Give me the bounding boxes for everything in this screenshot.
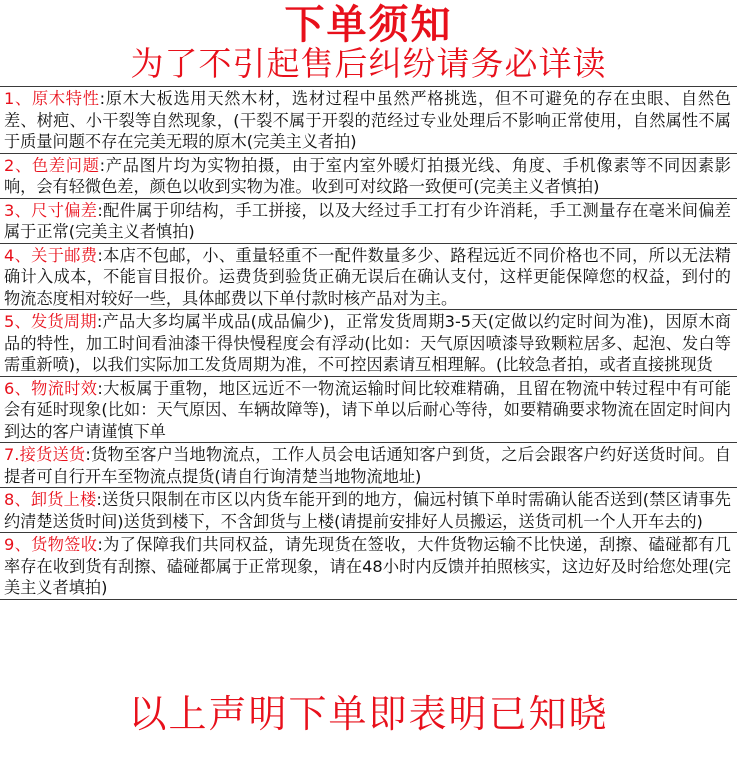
rule-label: 5、发货周期 xyxy=(4,312,97,331)
rule-item xyxy=(0,377,737,444)
rule-text: 送货只限制在市区以内货车能开到的地方，偏远村镇下单时需确认能否送到(禁区请事先约清楚送货时间)送货到楼下，不含卸货与上楼(请提前安排好人员搬运，送货司机一个人开车去的) xyxy=(4,490,731,531)
rule-label: 9、货物签收 xyxy=(4,535,98,554)
rule-label: 3、尺寸偏差 xyxy=(4,200,98,220)
rules-list xyxy=(0,86,737,600)
rule-item xyxy=(0,199,737,244)
rule-item xyxy=(0,533,737,600)
rule-text: 原木大板选用天然木材，选材过程中虽然严格挑选，但不可避免的存在虫眼、自然色差、树疤、小干裂等自然现象，(干裂不属于开裂的范经过专业处理后不影响正常使用，自然属性不属于质量问题不存在完美无瑕的原木(完美主义者拍) xyxy=(4,89,731,151)
page-subtitle: 为了不引起售后纠纷请务必详读 xyxy=(130,44,607,83)
rule-label: 1、原木特性 xyxy=(4,89,100,108)
rule-separator: : xyxy=(96,312,103,331)
rule-text: 本店不包邮，小、重量轻重不一配件数量多少、路程远近不同价格也不同，所以无法精确计入成本，不能盲目报价。运费货到验货正确无误后在确认支付，这样更能保障您的权益，到付的物流态度相对较好一些，具体邮费以下单付款时核产品对为主。 xyxy=(4,245,731,308)
rule-text: 产品大多均属半成品(成品偏少)，正常发货周期3-5天(定做以约定时间为准)，因原木商品的特性，加工时间看油漆干得快慢程度会有浮动(比如：天气原因喷漆导致颗粒居多、起泡、发白等需重新喷)，以我们实际加工发货周期为准，不可控因素请互相理解。(比较急者拍，或者直接挑现货 xyxy=(4,312,731,374)
rule-text: 大板属于重物，地区远近不一物流运输时间比较难精确，且留在物流中转过程中有可能会有延时现象(比如：天气原因、车辆故障等)，请下单以后耐心等待，如要精确要求物流在固定时间内到达的客户请谨慎下单 xyxy=(4,378,731,441)
rule-text: 产品图片均为实物拍摄，由于室内室外暖灯拍摄光线、角度、手机像素等不同因素影响，会有轻微色差，颜色以收到实物为准。收到可对纹路一致便可(完美主义者慎拍) xyxy=(4,155,731,196)
rule-text: 货物至客户当地物流点，工作人员会电话通知客户到货，之后会跟客户约好送货时间。自提者可自行开车至物流点提货(请自行询清楚当地物流地址) xyxy=(4,445,731,486)
page-title: 下单须知 xyxy=(284,2,453,48)
rule-label: 4、关于邮费 xyxy=(4,245,98,265)
rule-separator: : xyxy=(97,378,103,398)
rule-item xyxy=(0,310,737,377)
rule-label: 7.接货送货 xyxy=(4,445,86,464)
footer-notice: 以上声明下单即表明已知晓 xyxy=(128,692,609,736)
rule-separator: : xyxy=(97,245,103,265)
rule-separator: : xyxy=(85,445,91,464)
rule-item xyxy=(0,87,737,154)
rule-label: 6、物流时效 xyxy=(4,378,98,398)
rule-item xyxy=(0,154,737,199)
rule-separator: : xyxy=(99,89,106,108)
rule-text: 配件属于卯结构，手工拼接，以及大经过手工打有少许消耗，手工测量存在毫米间偏差属于正常(完美主义者慎拍) xyxy=(4,200,731,241)
rule-separator: : xyxy=(97,200,103,220)
rule-separator: : xyxy=(99,155,106,175)
rule-label: 2、色差问题 xyxy=(4,155,100,175)
rule-text: 为了保障我们共同权益，请先现货在签收，大件货物运输不比快递，刮擦、磕碰都有几率存在收到货有刮擦、磕碰都属于正常现象，请在48小时内反馈并拍照核实，这边好及时给您处理(完美主义者填拍) xyxy=(4,535,731,597)
rule-item xyxy=(0,443,737,488)
rule-label: 8、卸货上楼 xyxy=(4,490,97,509)
rule-separator: : xyxy=(96,490,102,509)
rule-item xyxy=(0,244,737,311)
rule-separator: : xyxy=(97,535,103,554)
rule-item xyxy=(0,488,737,533)
